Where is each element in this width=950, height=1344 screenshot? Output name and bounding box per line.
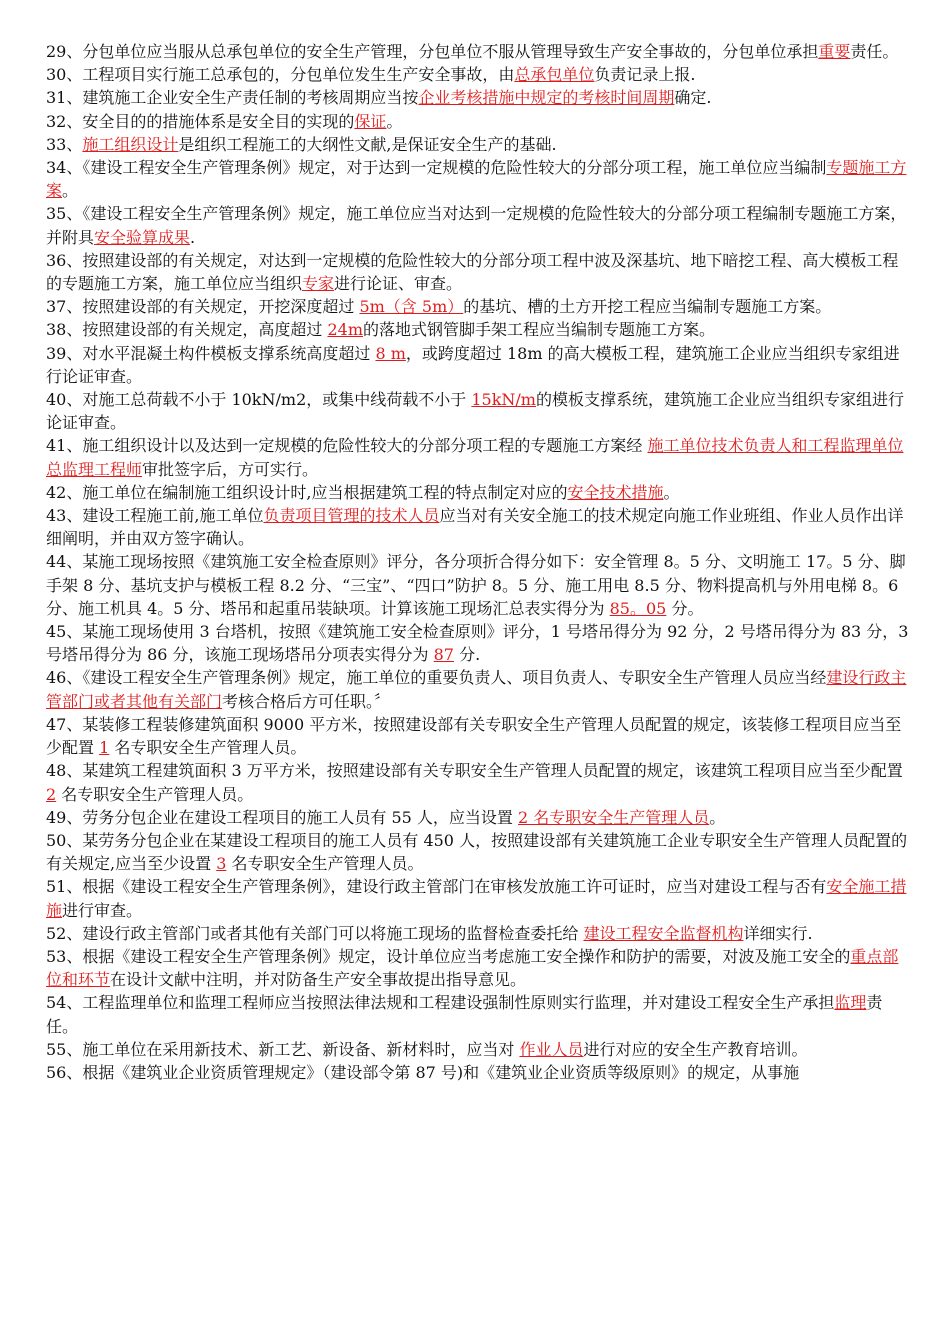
question-text: 31、建筑施工企业安全生产责任制的考核周期应当按: [46, 88, 419, 108]
question-item: [46, 991, 910, 1037]
question-item: [46, 945, 910, 991]
answer-text: 重点部位和环节: [46, 946, 899, 990]
answer-text: 施工组织设计: [82, 134, 179, 154]
question-item: [46, 342, 910, 388]
question-text: 55、施工单位在采用新技术、新工艺、新设备、新材料时，应当对: [46, 1039, 520, 1059]
question-item: [46, 713, 910, 759]
question-item: [46, 759, 910, 805]
question-text: 的落地式钢管脚手架工程应当编制专题施工方案。: [362, 320, 715, 340]
question-item: [46, 1038, 910, 1061]
answer-text: 专题施工方案: [46, 158, 907, 201]
answer-text: 监理: [834, 993, 867, 1013]
answer-text: 安全技术措施: [567, 482, 664, 502]
question-item: [46, 295, 910, 318]
answer-text: 作业人员: [519, 1039, 584, 1059]
question-text: 。: [386, 111, 403, 131]
question-text: 51、根据《建设工程安全生产管理条例》，建设行政主管部门在审核发放施工许可证时，应当对建设工程与否有: [46, 877, 827, 897]
answer-text: 负责项目管理的技术人员: [263, 506, 440, 526]
question-item: [46, 388, 910, 434]
answer-text: 85。05: [609, 598, 667, 618]
question-text: 的基坑、槽的土方开挖工程应当编制专题施工方案。: [463, 297, 832, 317]
question-text: 46、《建设工程安全生产管理条例》规定，施工单位的重要负责人、项目负责人、专职安全生产管理人员应当经: [46, 668, 827, 688]
question-text: 50、某劳务分包企业在某建设工程项目的施工人员有 450 人，按照建设部有关建筑施工企业专职安全生产管理人员配置的有关规定,应当至少设置: [46, 830, 908, 874]
question-text: 。: [709, 807, 726, 827]
question-text: 30、工程项目实行施工总承包的，分包单位发生生产安全事故，由: [46, 65, 515, 85]
question-text: 43、建设工程施工前,施工单位: [46, 506, 264, 526]
question-text: 。: [62, 181, 79, 201]
answer-text: 8 m: [375, 343, 406, 363]
answer-text: 3: [216, 854, 227, 874]
answer-text: 15kN/m: [471, 390, 536, 410]
question-item: [46, 875, 910, 921]
question-text: 审批签字后，方可实行。: [142, 459, 319, 479]
question-item: [46, 829, 910, 875]
answer-text: 保证: [354, 111, 387, 131]
question-text: 34、《建设工程安全生产管理条例》规定，对于达到一定规模的危险性较大的分部分项工程，施工单位应当编制: [46, 158, 827, 178]
answer-text: 重要: [818, 42, 851, 61]
question-text: 进行论证、审查。: [334, 274, 463, 294]
question-text: 分.: [453, 645, 481, 665]
question-text: 39、对水平混凝土构件模板支撑系统高度超过: [46, 343, 376, 363]
question-text: 42、施工单位在编制施工组织设计时,应当根据建筑工程的特点制定对应的: [46, 482, 568, 502]
answer-text: 24m: [327, 320, 363, 340]
question-text: 29、分包单位应当服从总承包单位的安全生产管理，分包单位不服从管理导致生产安全事故的，分包单位承担: [46, 42, 819, 61]
answer-text: 建设工程安全监督机构: [583, 923, 744, 943]
answer-text: 87: [433, 645, 454, 665]
question-item: [46, 63, 910, 86]
answer-text: 2 名专职安全生产管理人员: [517, 807, 710, 827]
answer-text: 安全验算成果: [94, 227, 191, 247]
question-text: 56、根据《建筑业企业资质管理规定》（建设部令第 87 号)和《建筑业企业资质等级原则》的规定，从事施: [46, 1062, 800, 1082]
answer-text: 1: [99, 738, 110, 758]
answer-text: 施工单位技术负责人和工程监理单位总监理工程师: [46, 436, 904, 479]
answer-text: 5m（含 5m）: [359, 297, 464, 317]
question-item: [46, 86, 910, 109]
answer-text: 安全施工措施: [46, 877, 907, 920]
question-text: 41、施工组织设计以及达到一定规模的危险性较大的分部分项工程的专题施工方案经: [46, 436, 648, 456]
question-text: 进行审查。: [62, 900, 143, 920]
question-text: 考核合格后方可任职。〞: [222, 691, 391, 711]
question-text: 责任。: [850, 42, 899, 61]
question-text: 分。: [666, 598, 704, 618]
question-text: .: [190, 227, 196, 247]
question-item: [46, 481, 910, 504]
question-text: 45、某施工现场使用 3 台塔机，按照《建筑施工安全检查原则》评分，1 号塔吊得分为 92 分，2 号塔吊得分为 83 分，3 号塔吊得分为 86 分，该施工现场塔吊分项表实得分为: [46, 622, 909, 665]
answer-text: 2: [46, 784, 57, 804]
answer-text: 建设行政主管部门或者其他有关部门: [46, 668, 907, 711]
question-text: 名专职安全生产管理人员。: [226, 854, 424, 874]
question-item: [46, 504, 910, 550]
question-item: [46, 40, 910, 63]
question-item: [46, 318, 910, 341]
question-text: 在设计文献中注明，并对防备生产安全事故提出指导意见。: [110, 970, 527, 990]
question-text: 33、: [46, 134, 83, 154]
question-text: 36、按照建设部的有关规定，对达到一定规模的危险性较大的分部分项工程中波及深基坑、地下暗挖工程、高大模板工程的专题施工方案，施工单位应当组织: [46, 250, 899, 294]
question-item: [46, 202, 910, 248]
question-text: 。: [663, 482, 680, 502]
question-text: 是组织工程施工的大纲性文献,是保证安全生产的基础.: [178, 134, 557, 154]
question-item: [46, 620, 910, 666]
question-text: 进行对应的安全生产教育培训。: [583, 1039, 808, 1059]
question-text: 48、某建筑工程建筑面积 3 万平方米，按照建设部有关专职安全生产管理人员配置的规定，该建筑工程项目应当至少配置: [46, 761, 903, 781]
question-item: [46, 806, 910, 829]
question-text: 38、按照建设部的有关规定，高度超过: [46, 320, 328, 340]
question-item: [46, 156, 910, 202]
question-item: [46, 434, 910, 480]
answer-text: 总承包单位: [514, 65, 595, 85]
question-text: 47、某装修工程装修建筑面积 9000 平方米，按照建设部有关专职安全生产管理人员配置的规定，该装修工程项目应当至少配置: [46, 714, 902, 758]
question-text: 52、建设行政主管部门或者其他有关部门可以将施工现场的监督检查委托给: [46, 923, 584, 943]
question-text: 确定.: [674, 88, 712, 108]
question-text: 详细实行.: [743, 923, 813, 943]
question-text: 44、某施工现场按照《建筑施工安全检查原则》评分，各分项折合得分如下：安全管理 8。5 分、文明施工 17。5 分、脚手架 8 分、基坑支护与模板工程 8.2 分、“三宝”、“四口”防护 8。5 分、施工用电 8.5 分、物料提高机与外用电梯 8。6 分、施工机具 4。5 分、塔吊和起重吊装缺项。计算该施工现场汇总表实得分为: [46, 552, 906, 618]
question-text: 名专职安全生产管理人员。: [109, 738, 307, 758]
question-text: 负责记录上报.: [594, 65, 696, 85]
question-text: 责任。: [46, 993, 883, 1036]
question-text: ，或跨度超过 18m 的高大模板工程，建筑施工企业应当组织专家组进行论证审查。: [46, 343, 900, 386]
question-text: 49、劳务分包企业在建设工程项目的施工人员有 55 人，应当设置: [46, 807, 518, 827]
answer-text: 企业考核措施中规定的考核时间周期: [418, 88, 675, 108]
question-item: [46, 922, 910, 945]
question-item: [46, 666, 910, 712]
question-text: 32、安全目的的措施体系是安全目的实现的: [46, 111, 355, 131]
question-item: [46, 1061, 910, 1084]
question-text: 35、《建设工程安全生产管理条例》规定，施工单位应当对达到一定规模的危险性较大的分部分项工程编制专题施工方案，并附具: [46, 204, 907, 247]
question-text: 54、工程监理单位和监理工程师应当按照法律法规和工程建设强制性原则实行监理，并对建设工程安全生产承担: [46, 993, 835, 1013]
question-text: 53、根据《建设工程安全生产管理条例》规定，设计单位应当考虑施工安全操作和防护的需要，对波及施工安全的: [46, 946, 851, 966]
question-item: [46, 133, 910, 156]
answer-text: 专家: [302, 274, 335, 294]
question-item: [46, 550, 910, 620]
question-text: 名专职安全生产管理人员。: [56, 784, 254, 804]
question-text: 应当对有关安全施工的技术规定向施工作业班组、作业人员作出详细阐明，并由双方签字确认。: [46, 506, 904, 549]
question-item: [46, 249, 910, 295]
question-text: 40、对施工总荷载不小于 10kN/m2，或集中线荷载不小于: [46, 390, 472, 410]
question-item: [46, 110, 910, 133]
question-text: 的模板支撑系统，建筑施工企业应当组织专家组进行论证审查。: [46, 390, 904, 433]
question-text: 37、按照建设部的有关规定，开挖深度超过: [46, 297, 360, 317]
